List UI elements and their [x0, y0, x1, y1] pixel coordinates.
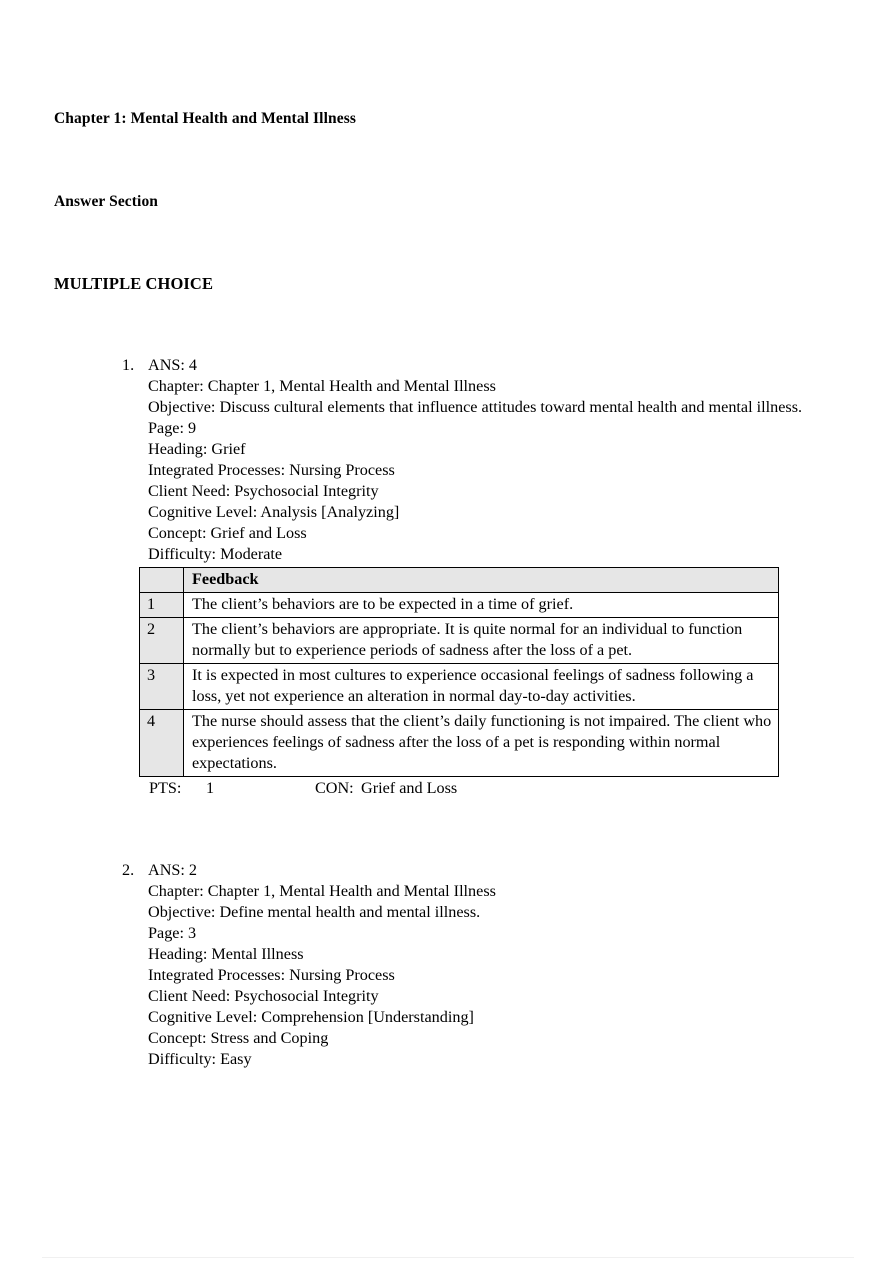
pts-label: PTS: — [149, 779, 182, 797]
answer-meta-page: Page: 9 — [148, 419, 197, 437]
answer-item-number: 1. — [122, 356, 135, 374]
answer-ans-line — [148, 355, 826, 376]
feedback-row-key: 1 — [140, 593, 184, 618]
answer-item — [0, 355, 896, 799]
feedback-row-text: The client’s behaviors are to be expected in a time of grief. — [184, 593, 779, 618]
answer-meta-chapter: Chapter: Chapter 1, Mental Health and Mental Illness — [148, 882, 496, 900]
ans-label: ANS: — [148, 356, 185, 374]
answer-meta-cognitive-level: Cognitive Level: Comprehension [Understanding] — [148, 1008, 474, 1026]
feedback-row-key: 4 — [140, 710, 184, 777]
answer-meta-integrated-processes: Integrated Processes: Nursing Process — [148, 461, 395, 479]
table-row — [140, 618, 779, 664]
answer-meta-client-need: Client Need: Psychosocial Integrity — [148, 482, 379, 500]
con-value: Grief and Loss — [361, 779, 458, 797]
section-title: Answer Section — [54, 193, 159, 210]
answer-item — [0, 860, 896, 1070]
answer-meta-client-need: Client Need: Psychosocial Integrity — [148, 987, 379, 1005]
pts-con-line — [148, 778, 896, 799]
answer-meta-objective: Objective: Define mental health and mental illness. — [148, 903, 481, 921]
ans-value: 4 — [188, 356, 197, 374]
answer-list — [0, 355, 896, 1070]
table-header-row — [140, 568, 779, 593]
table-row — [140, 593, 779, 618]
answer-meta-cognitive-level: Cognitive Level: Analysis [Analyzing] — [148, 503, 400, 521]
feedback-row-key: 2 — [140, 618, 184, 664]
table-row — [140, 664, 779, 710]
con-label: CON: — [315, 779, 354, 797]
answer-meta-page: Page: 3 — [148, 924, 197, 942]
answer-meta-objective: Objective: Discuss cultural elements that influence attitudes toward mental health and mental illness. — [148, 398, 803, 416]
feedback-header-key — [140, 568, 184, 593]
feedback-row-text: It is expected in most cultures to experience occasional feelings of sadness following a loss, yet not experience an alteration in normal day-to-day activities. — [184, 664, 779, 710]
page-title: Chapter 1: Mental Health and Mental Illness — [54, 110, 356, 127]
answer-meta-difficulty: Difficulty: Moderate — [148, 545, 283, 563]
answer-meta-heading: Heading: Mental Illness — [148, 945, 304, 963]
answer-meta-concept: Concept: Grief and Loss — [148, 524, 307, 542]
feedback-table — [139, 567, 779, 777]
answer-item-number: 2. — [122, 861, 135, 879]
answer-meta-difficulty: Difficulty: Easy — [148, 1050, 252, 1068]
ans-value: 2 — [188, 861, 197, 879]
answer-ans-line — [148, 860, 826, 881]
answer-meta-integrated-processes: Integrated Processes: Nursing Process — [148, 966, 395, 984]
feedback-row-text: The nurse should assess that the client’s daily functioning is not impaired. The client who experiences feelings of sadness after the loss of a pet is responding within normal expectations. — [184, 710, 779, 777]
answer-meta-chapter: Chapter: Chapter 1, Mental Health and Mental Illness — [148, 377, 496, 395]
feedback-header-label: Feedback — [184, 568, 779, 593]
page-boundary-rule — [42, 1257, 854, 1258]
feedback-row-key: 3 — [140, 664, 184, 710]
answer-meta-heading: Heading: Grief — [148, 440, 246, 458]
ans-label: ANS: — [148, 861, 185, 879]
feedback-row-text: The client’s behaviors are appropriate. It is quite normal for an individual to function normally but to experience periods of sadness after the loss of a pet. — [184, 618, 779, 664]
pts-value: 1 — [206, 779, 215, 797]
section-kind-heading: MULTIPLE CHOICE — [54, 274, 214, 293]
table-row — [140, 710, 779, 777]
answer-meta-concept: Concept: Stress and Coping — [148, 1029, 329, 1047]
